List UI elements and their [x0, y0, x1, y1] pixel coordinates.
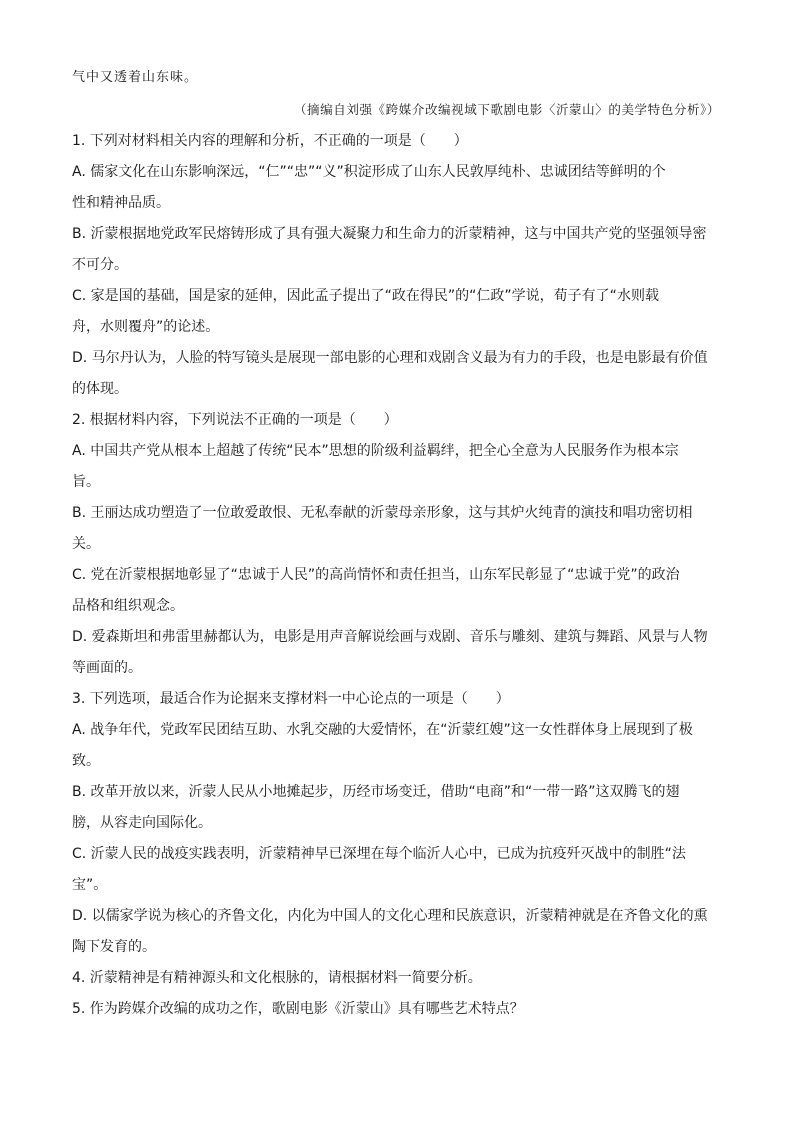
text-line: 陶下发育的。 [72, 939, 156, 955]
text-line: 等画面的。 [72, 660, 142, 676]
text-line: A. 中国共产党从根本上超越了传统“民本”思想的阶级利益羁绊，把全心全意为人民服务作为根本宗 [72, 443, 679, 459]
text-line: 4. 沂蒙精神是有精神源头和文化根脉的，请根据材料一简要分析。 [72, 970, 482, 986]
text-line: B. 沂蒙根据地党政军民熔铸形成了具有强大凝聚力和生命力的沂蒙精神，这与中国共产党的坚强领导密 [72, 226, 707, 242]
text-line: 的体现。 [72, 381, 128, 397]
text-line: 品格和组织观念。 [72, 598, 184, 614]
source-citation: （摘编自刘强《跨媒介改编视域下歌剧电影〈沂蒙山〉的美学特色分析》） [293, 102, 720, 117]
text-line: 3. 下列选项，最适合作为论据来支撑材料一中心论点的一项是（ ） [72, 691, 510, 707]
text-line: C. 沂蒙人民的战疫实践表明，沂蒙精神早已深埋在每个临沂人心中，已成为抗疫歼灭战中的制胜“法 [72, 846, 686, 862]
text-line: D. 以儒家学说为核心的齐鲁文化，内化为中国人的文化心理和民族意识，沂蒙精神就是在齐鲁文化的熏 [72, 908, 708, 924]
text-line: 致。 [72, 753, 100, 769]
text-line: 膀，从容走向国际化。 [72, 815, 212, 831]
text-line: D. 爱森斯坦和弗雷里赫都认为，电影是用声音解说绘画与戏剧、音乐与雕刻、建筑与舞蹈、风景与人物 [72, 629, 708, 645]
text-line: B. 王丽达成功塑造了一位敢爱敢恨、无私奉献的沂蒙母亲形象，这与其炉火纯青的演技和唱功密切相 [72, 505, 693, 521]
text-line: 5. 作为跨媒介改编的成功之作，歌剧电影《沂蒙山》具有哪些艺术特点？ [72, 1001, 524, 1017]
text-line: 不可分。 [72, 257, 128, 273]
text-line: 2. 根据材料内容，下列说法不正确的一项是（ ） [72, 412, 398, 428]
text-line: 关。 [72, 536, 100, 552]
text-line: C. 家是国的基础，国是家的延伸，因此孟子提出了“政在得民”的“仁政”学说，荀子有了“水则载 [72, 288, 659, 304]
text-line: A. 儒家文化在山东影响深远，“仁”“忠”“义”积淀形成了山东人民敦厚纯朴、忠诚团结等鲜明的个 [72, 164, 666, 180]
text-line: B. 改革开放以来，沂蒙人民从小地摊起步，历经市场变迁，借助“电商”和“一带一路”这双腾飞的翅 [72, 784, 680, 800]
text-line: D. 马尔丹认为，人脸的特写镜头是展现一部电影的心理和戏剧含义最为有力的手段，也是电影最有价值 [72, 350, 708, 366]
text-line: 性和精神品质。 [72, 195, 170, 211]
question-content [72, 126, 724, 1025]
text-line: C. 党在沂蒙根据地彰显了“忠诚于人民”的高尚情怀和责任担当，山东军民彰显了“忠诚于党”的政治 [72, 567, 680, 583]
text-line: 旨。 [72, 474, 100, 490]
intro-line: 气中又透着山东味。 [72, 70, 199, 85]
text-line: 舟，水则覆舟”的论述。 [72, 319, 220, 335]
text-line: 1. 下列对材料相关内容的理解和分析，不正确的一项是（ ） [72, 133, 468, 149]
text-line: 宝”。 [72, 877, 108, 893]
text-line: A. 战争年代，党政军民团结互助、水乳交融的大爱情怀，在“沂蒙红嫂”这一女性群体身上展现到了极 [72, 722, 693, 738]
